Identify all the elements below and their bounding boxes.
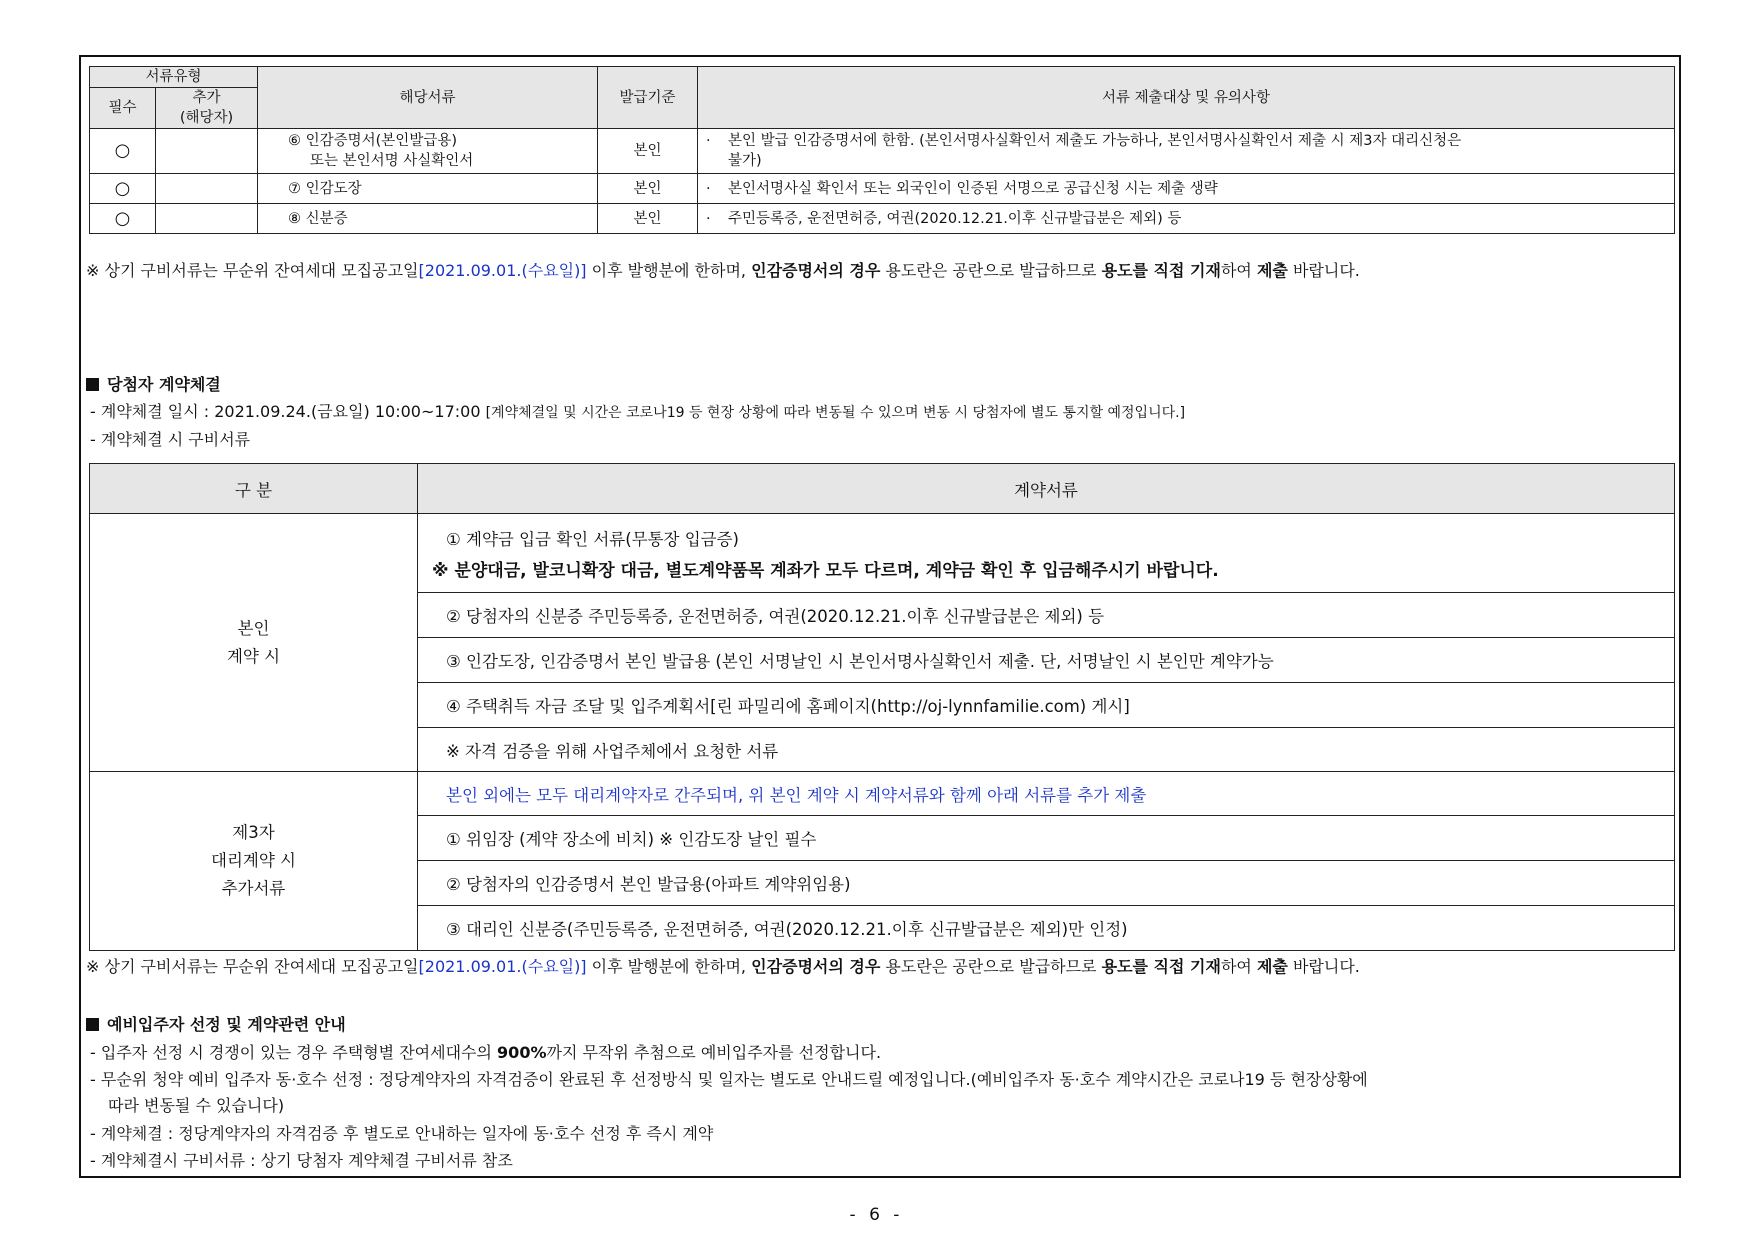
bullet: · bbox=[706, 180, 711, 197]
category-proxy: 제3자 대리계약 시 추가서류 bbox=[90, 772, 418, 951]
category-self: 본인 계약 시 bbox=[90, 514, 418, 772]
footnote: ※ 상기 구비서류는 무순위 잔여세대 모집공고일[2021.09.01.(수요일)] 이후 발행분에 한하며, 인감증명서의 경우 용도란은 공란으로 발급하므로 용도를 직접 기재하여 제출 바랍니다. bbox=[86, 261, 1360, 280]
note-cell bbox=[698, 129, 1675, 174]
waitlist-line: - 계약체결 : 정당계약자의 자격검증 후 별도로 안내하는 일자에 동·호수 선정 후 즉시 계약 bbox=[90, 1124, 714, 1143]
required-mark: ○ bbox=[90, 129, 156, 174]
list-item: ② 당첨자의 신분증 주민등록증, 운전면허증, 여권(2020.12.21.이후 신규발급분은 제외) 등 bbox=[418, 593, 1675, 638]
square-bullet-icon bbox=[86, 378, 99, 391]
list-item: ① 위임장 (계약 장소에 비치) ※ 인감도장 날인 필수 bbox=[418, 816, 1675, 861]
header-additional-label: 추가 bbox=[192, 90, 221, 106]
header-additional bbox=[156, 88, 258, 129]
waitlist-line: - 입주자 선정 시 경쟁이 있는 경우 주택형별 잔여세대수의 900%까지 무작위 추첨으로 예비입주자를 선정합니다. bbox=[90, 1043, 882, 1062]
list-item: ③ 대리인 신분증(주민등록증, 운전면허증, 여권(2020.12.21.이후 신규발급분은 제외)만 인정) bbox=[418, 906, 1675, 951]
header-notes: 서류 제출대상 및 유의사항 bbox=[698, 67, 1675, 129]
required-mark: ○ bbox=[90, 174, 156, 204]
required-mark: ○ bbox=[90, 204, 156, 234]
note-text-cont: 불가) bbox=[728, 153, 762, 169]
contract-docs-label: - 계약체결 시 구비서류 bbox=[90, 430, 251, 449]
table-row bbox=[90, 204, 1675, 234]
contract-documents-table bbox=[89, 463, 1675, 951]
list-item: ① 계약금 입금 확인 서류(무통장 입금증) ※ 분양대금, 발코니확장 대금, 별도계약품목 계좌가 모두 다르며, 계약금 확인 후 입금해주시기 바랍니다. bbox=[418, 514, 1675, 593]
note-cell bbox=[698, 174, 1675, 204]
footnote: ※ 상기 구비서류는 무순위 잔여세대 모집공고일[2021.09.01.(수요일)] 이후 발행분에 한하며, 인감증명서의 경우 용도란은 공란으로 발급하므로 용도를 직접 기재하여 제출 바랍니다. bbox=[86, 957, 1360, 976]
document-name-alt: 또는 본인서명 사실확인서 bbox=[310, 153, 474, 169]
list-item: ③ 인감도장, 인감증명서 본인 발급용 (본인 서명날인 시 본인서명사실확인서 제출. 단, 서명날인 시 본인만 계약가능 bbox=[418, 638, 1675, 683]
note-text: 본인 발급 인감증명서에 한함. (본인서명사실확인서 제출도 가능하나, 본인서명사실확인서 제출 시 제3자 대리신청은 bbox=[728, 133, 1462, 149]
required-documents-table bbox=[89, 66, 1675, 234]
bold-note: ※ 분양대금, 발코니확장 대금, 별도계약품목 계좌가 모두 다르며, 계약금 확인 후 입금해주시기 바랍니다. bbox=[432, 560, 1219, 581]
waitlist-line-cont: 따라 변동될 수 있습니다) bbox=[108, 1096, 285, 1115]
header-doc-type: 서류유형 bbox=[90, 67, 258, 88]
issue-basis-cell: 본인 bbox=[598, 129, 698, 174]
waitlist-line: - 계약체결시 구비서류 : 상기 당첨자 계약체결 구비서류 참조 bbox=[90, 1151, 513, 1170]
page-number: - 6 - bbox=[849, 1205, 904, 1225]
document-cell bbox=[258, 129, 598, 174]
note-text: 주민등록증, 운전면허증, 여권(2020.12.21.이후 신규발급분은 제외) 등 bbox=[728, 210, 1182, 227]
waitlist-line: - 무순위 청약 예비 입주자 동·호수 선정 : 정당계약자의 자격검증이 완료된 후 선정방식 및 일자는 별도로 안내드릴 예정입니다.(예비입주자 동·호수 계약시간은 코로나19 등 현장상황에 bbox=[90, 1070, 1368, 1089]
list-item: ※ 자격 검증을 위해 사업주체에서 요청한 서류 bbox=[418, 728, 1675, 772]
header-contract-docs: 계약서류 bbox=[418, 464, 1675, 514]
header-issue-basis: 발급기준 bbox=[598, 67, 698, 129]
table-row bbox=[90, 174, 1675, 204]
additional-mark bbox=[156, 129, 258, 174]
header-category: 구 분 bbox=[90, 464, 418, 514]
section-title-waitlist: 예비입주자 선정 및 계약관련 안내 bbox=[86, 1012, 346, 1035]
section-title-contract: 당첨자 계약체결 bbox=[86, 372, 221, 395]
proxy-intro: 본인 외에는 모두 대리계약자로 간주되며, 위 본인 계약 시 계약서류와 함께 아래 서류를 추가 제출 bbox=[418, 772, 1675, 816]
list-item: ④ 주택취득 자금 조달 및 입주계획서[린 파밀리에 홈페이지(http://oj-lynnfamilie.com) 게시] bbox=[418, 683, 1675, 728]
note-text: 본인서명사실 확인서 또는 외국인이 인증된 서명으로 공급신청 시는 제출 생략 bbox=[728, 180, 1218, 197]
bullet: · bbox=[706, 210, 711, 227]
header-required: 필수 bbox=[90, 88, 156, 129]
header-document: 해당서류 bbox=[258, 67, 598, 129]
table-row bbox=[90, 129, 1675, 174]
square-bullet-icon bbox=[86, 1018, 99, 1031]
document-name: ⑦ 인감도장 bbox=[258, 174, 598, 204]
additional-mark bbox=[156, 174, 258, 204]
issue-basis-cell: 본인 bbox=[598, 174, 698, 204]
document-name: ⑧ 신분증 bbox=[258, 204, 598, 234]
contract-schedule: - 계약체결 일시 : 2021.09.24.(금요일) 10:00~17:00 [계약체결일 및 시간은 코로나19 등 현장 상황에 따라 변동될 수 있으며 변동 시 당첨자에 별도 통지할 예정입니다.] bbox=[90, 402, 1186, 421]
issue-basis-cell: 본인 bbox=[598, 204, 698, 234]
header-additional-sub: (해당자) bbox=[179, 110, 234, 126]
document-name: ⑥ 인감증명서(본인발급용) bbox=[288, 133, 457, 149]
bullet: · bbox=[706, 133, 711, 149]
additional-mark bbox=[156, 204, 258, 234]
note-cell bbox=[698, 204, 1675, 234]
list-item: ② 당첨자의 인감증명서 본인 발급용(아파트 계약위임용) bbox=[418, 861, 1675, 906]
